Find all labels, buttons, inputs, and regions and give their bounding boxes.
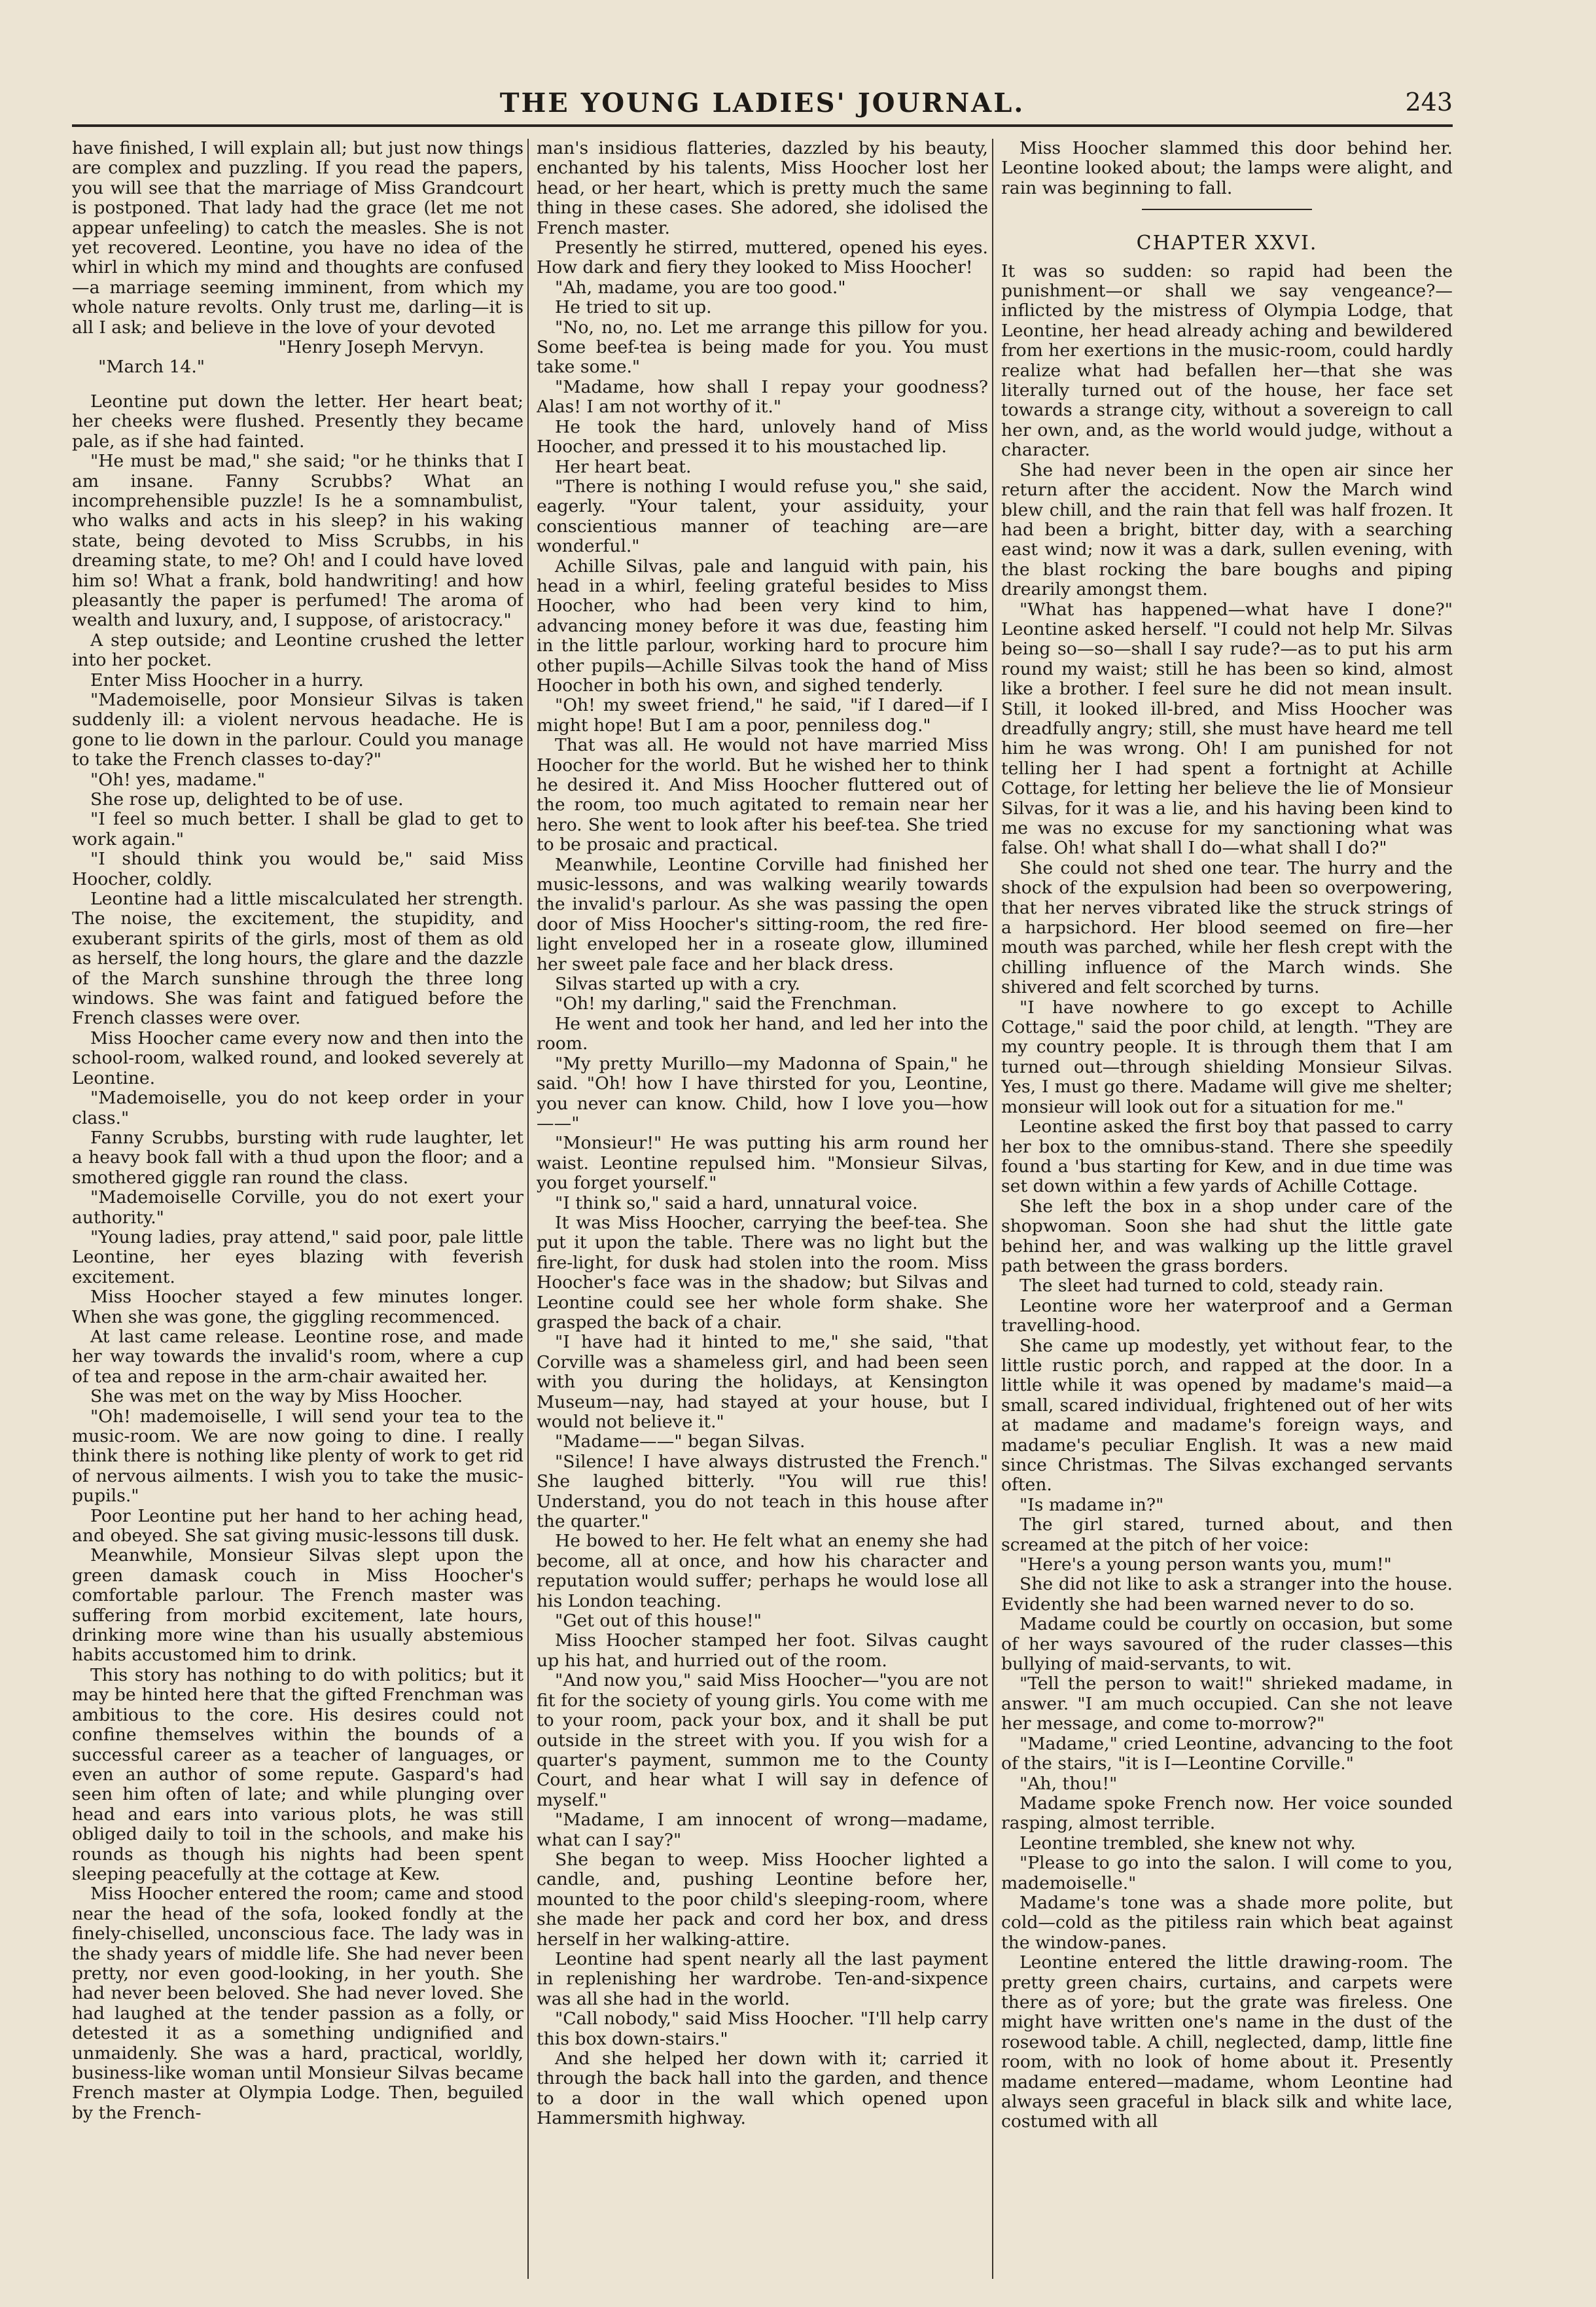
paragraph: She rose up, delighted to be of use. xyxy=(90,789,404,810)
paragraph: Enter Miss Hoocher in a hurry. xyxy=(90,670,364,690)
letter-signature: "Henry Joseph Mervyn. xyxy=(278,337,484,358)
paragraph: Leontine entered the little drawing-room. The pretty green chairs, curtains, and carpets were there as of yore; but the grate was fireless. One might have written one's name in the dust of the rosewood table. A chill, neglected, damp, little fine room, with no look of home about it. Presently madame entered—madame, whom Leontine had always seen graceful in black silk and white lace, costumed with all xyxy=(1001,1952,1453,2132)
paragraph: "Madame, I am innocent of wrong—madame, what can I say?" xyxy=(537,1810,988,1850)
paragraph: "Tell the person to wait!" shrieked madame, in answer. "I am much occupied. Can she not leave her message, and come to-morrow?" xyxy=(1001,1673,1453,1734)
paragraph: "What has happened—what have I done?" Leontine asked herself. "I could not help Mr. Silvas being so—so—shall I say rude?—as to put his arm round my waist; still he has been so kind, almost like a brother. I feel sure he did not mean insult. Still, it looked ill-bred, and Miss Hoocher was dreadfully angry; still, she must have heard me tell him he was wrong. Oh! I am punished for not telling her I had spent a fortnight at Achille Cottage, for letting her believe the lie of Monsieur Silvas, for it was a lie, and his having been kind to me was no excuse for my sanctioning what was false. Oh! what shall I do—what shall I do?" xyxy=(1001,599,1453,859)
paragraph: "Monsieur!" He was putting his arm round her waist. Leontine repulsed him. "Monsieur Silvas, you forget yourself." xyxy=(537,1133,988,1194)
paragraph: She began to weep. Miss Hoocher lighted a candle, and, pushing Leontine before her, mounted to the poor child's sleeping-room, where she made her pack and cord her box, and dress herself in her walking-attire. xyxy=(537,1849,988,1950)
paragraph: He bowed to her. He felt what an enemy she had become, all at once, and how his character and reputation would suffer; perhaps he would lose all his London teaching. xyxy=(537,1531,988,1611)
paragraph: "Young ladies, pray attend," said poor, pale little Leontine, her eyes blazing with feverish excitement. xyxy=(72,1226,523,1287)
paragraph: "Mademoiselle Corville, you do not exert your authority." xyxy=(72,1187,523,1228)
paragraph: "Please to go into the salon. I will come to you, mademoiselle." xyxy=(1001,1853,1453,1893)
paragraph: "Call nobody," said Miss Hoocher. "I'll help carry this box down-stairs." xyxy=(537,2009,988,2049)
paragraph: "Madame," cried Leontine, advancing to the foot of the stairs, "it is I—Leontine Corville." xyxy=(1001,1733,1453,1774)
paragraph: She left the box in a shop under care of the shopwoman. Soon she had shut the little gate behind her, and was walking up the little gravel path between the grass borders. xyxy=(1001,1196,1453,1276)
column-2 xyxy=(537,139,988,2279)
paragraph: He tried to sit up. xyxy=(555,297,712,318)
paragraph: Poor Leontine put her hand to her aching head, and obeyed. She sat giving music-lessons till dusk. xyxy=(72,1505,523,1547)
paragraph: "I think so," said a hard, unnatural voice. xyxy=(555,1192,918,1213)
paragraph: "Is madame in?" xyxy=(1020,1494,1164,1515)
paragraph: "And now you," said Miss Hoocher—"you are not fit for the society of young girls. You come with me to your room, pack your box, and it shall be put outside in the street with you. If you wish for a quarter's payment, summon me to the County Court, and hear what I will say in defence of myself." xyxy=(537,1670,988,1810)
paragraph: This story has nothing to do with politics; but it may be hinted here that the gifted Frenchman was ambitious to the core. His desires could not confine themselves within the bounds of a successful career as a teacher of languages, or even an author of some repute. Gaspard's had seen him often of late; and while plunging over head and ears into various plots, he was still obliged daily to toil in the schools, and make his rounds as though his nights had been spent sleeping peacefully at the cottage at Kew. xyxy=(72,1664,523,1884)
paragraph: "I have nowhere to go except to Achille Cottage," said the poor child, at length. "They are my country people. It is through them that I am turned out—through shielding Monsieur Silvas. Yes, I must go there. Madame will give me shelter; monsieur will look out for a situation for me." xyxy=(1001,997,1453,1117)
letter-date: "March 14." xyxy=(98,357,205,378)
paragraph: "Oh! mademoiselle, I will send your tea to the music-room. We are now going to dine. I really think there is nothing like plenty of work to get rid of nervous ailments. I wish you to take the music-pupils." xyxy=(72,1406,523,1507)
paragraph: "Ah, madame, you are too good." xyxy=(555,277,846,298)
page-header xyxy=(72,88,1453,127)
paragraph: She could not shed one tear. The hurry and the shock of the expulsion had been so overpowering, that her nerves vibrated like the struck strings of a harpsichord. Her blood seemed on fire—her mouth was parched, while her flesh crept with the chilling influence of the March winds. She shivered and felt scorched by turns. xyxy=(1001,857,1453,998)
paragraph: Leontine wore her waterproof and a German travelling-hood. xyxy=(1001,1295,1453,1336)
paragraph: Fanny Scrubbs, bursting with rude laughter, let a heavy book fall with a thud upon the floor; and a smothered giggle ran round the class. xyxy=(72,1127,523,1188)
paragraph: She did not like to ask a stranger into the house. Evidently she had been warned never to do so. xyxy=(1001,1574,1453,1615)
section-separator xyxy=(1142,209,1312,210)
paragraph: Leontine asked the first boy that passed to carry her box to the omnibus-stand. There she speedily found a 'bus starting for Kew, and in due time was set down within a few yards of Achille Cottage. xyxy=(1001,1117,1453,1197)
paragraph: "Here's a young person wants you, mum!" xyxy=(1020,1554,1392,1575)
paragraph: Miss Hoocher slammed this door behind her. Leontine looked about; the lamps were alight, and rain was beginning to fall. xyxy=(1001,139,1453,198)
paragraph: "Oh! my sweet friend," he said, "if I dared—if I might hope! But I am a poor, penniless dog." xyxy=(537,695,988,736)
paragraph: "Mademoiselle, you do not keep order in your class." xyxy=(72,1088,523,1128)
paragraph: She came up modestly, yet without fear, to the little rustic porch, and rapped at the door. In a little while it was opened by madame's maid—a small, scared individual, frightened out of her wits at madame and madame's foreign ways, and madame's peculiar English. It was a new maid since Christmas. The Silvas exchanged servants often. xyxy=(1001,1335,1453,1495)
paragraph: The girl stared, turned about, and then screamed at the pitch of her voice: xyxy=(1001,1514,1453,1555)
paragraph: "Oh! my darling," said the Frenchman. xyxy=(555,993,898,1014)
paragraph: It was so sudden: so rapid had been the punishment—or shall we say vengeance?—inflicted by the mistress of Olympia Lodge, that Leontine, her head already aching and bewildered from her exertions in the music-room, could hardly realize what had befallen her—that she was literally turned out of the house, her face set towards a strange city, without a sovereign to call her own, and, as the world would judge, without a character. xyxy=(1001,260,1453,461)
paragraph: Presently he stirred, muttered, opened his eyes. How dark and fiery they looked to Miss Hoocher! xyxy=(537,238,988,278)
paragraph: Leontine had spent nearly all the last payment in replenishing her wardrobe. Ten-and-sixpence was all she had in the world. xyxy=(537,1948,988,2009)
paragraph: It was Miss Hoocher, carrying the beef-tea. She put it upon the table. There was no light but the fire-light, for dusk had stolen into the room. Miss Hoocher's face was in the shadow; but Silvas and Leontine could see her whole form shake. She grasped the back of a chair. xyxy=(537,1212,988,1332)
paragraph: "Madame——" began Silvas. xyxy=(555,1431,806,1452)
paragraph: "Madame, how shall I repay your goodness? Alas! I am not worthy of it." xyxy=(537,376,988,418)
paragraph: "Oh! yes, madame." xyxy=(90,769,266,790)
column-1 xyxy=(72,139,523,2279)
paragraph: "No, no, no. Let me arrange this pillow for you. Some beef-tea is being made for you. You must take some." xyxy=(537,317,988,378)
paragraph: Miss Hoocher stayed a few minutes longer. When she was gone, the giggling recommenced. xyxy=(72,1287,523,1327)
paragraph: Leontine put down the letter. Her heart beat; her cheeks were flushed. Presently they became pale, as if she had fainted. xyxy=(72,391,523,452)
paragraph: "There is nothing I would refuse you," she said, eagerly. "Your talent, your assiduity, your conscientious manner of teaching are—are wonderful." xyxy=(537,476,988,557)
paragraph: man's insidious flatteries, dazzled by his beauty, enchanted by his talents, Miss Hoocher lost her head, or her heart, which is pretty much the same thing in these cases. She adored, she idolised the French master. xyxy=(537,139,988,238)
paragraph: Meanwhile, Monsieur Silvas slept upon the green damask couch in Miss Hoocher's comfortable parlour. The French master was suffering from morbid excitement, late hours, drinking more wine than his usually abstemious habits accustomed him to drink. xyxy=(72,1545,523,1666)
column-divider-2 xyxy=(992,139,993,2279)
paragraph: Madame spoke French now. Her voice sounded rasping, almost terrible. xyxy=(1001,1793,1453,1834)
paragraph: Madame could be courtly on occasion, but some of her ways savoured of the ruder classes—this bullying of maid-servants, to wit. xyxy=(1001,1614,1453,1675)
paragraph: He went and took her hand, and led her into the room. xyxy=(537,1013,988,1054)
paragraph: "I feel so much better. I shall be glad to get to work again." xyxy=(72,809,523,849)
paragraph: That was all. He would not have married Miss Hoocher for the world. But he wished her to think he desired it. And Miss Hoocher fluttered out of the room, too much agitated to remain near her hero. She went to look after his beef-tea. She tried to be prosaic and practical. xyxy=(537,735,988,855)
paragraph: Silvas started up with a cry. xyxy=(555,974,801,995)
paragraph: Leontine had a little miscalculated her strength. The noise, the excitement, the stupidity, and exuberant spirits of the girls, most of them as old as herself, the long hours, the glare and the dazzle of the March sunshine through the three long windows. She was faint and fatigued before the French classes were over. xyxy=(72,889,523,1029)
paragraph: She was met on the way by Miss Hoocher. xyxy=(90,1386,463,1407)
paragraph: "I have had it hinted to me," she said, "that Corville was a shameless girl, and had been seen with you during the holidays, at Kensington Museum—nay, had stayed at your house, but I would not believe it." xyxy=(537,1332,988,1432)
paragraph: "Mademoiselle, poor Monsieur Silvas is taken suddenly ill: a violent nervous headache. He is gone to lie down in the parlour. Could you manage to take the French classes to-day?" xyxy=(72,689,523,770)
paragraph: The sleet had turned to cold, steady rain. xyxy=(1020,1276,1384,1297)
paragraph: Miss Hoocher stamped her foot. Silvas caught up his hat, and hurried out of the room. xyxy=(537,1630,988,1671)
paragraph: He took the hard, unlovely hand of Miss Hoocher, and pressed it to his moustached lip. xyxy=(537,416,988,457)
paragraph: "Silence! I have always distrusted the French." She laughed bitterly. "You will rue this! Understand, you do not teach in this house after the quarter." xyxy=(537,1451,988,1532)
paragraph: have finished, I will explain all; but just now things are complex and puzzling. If you read the papers, you will see that the marriage of Miss Grandcourt is postponed. That lady had the grace (let me not appear unfeeling) to catch the measles. She is not yet recovered. Leontine, you have no idea of the whirl in which my mind and thoughts are confused—a marriage seeming imminent, from which my whole nature revolts. Only trust me, darling—it is all I ask; and believe in the love of your devoted xyxy=(72,139,523,338)
chapter-heading: CHAPTER XXVI. xyxy=(1136,232,1318,255)
column-divider-1 xyxy=(527,139,529,2279)
paragraph: "Get out of this house!" xyxy=(555,1611,762,1632)
paragraph: "Ah, thou!" xyxy=(1020,1773,1118,1794)
paragraph: Achille Silvas, pale and languid with pain, his head in a whirl, feeling grateful besides to Miss Hoocher, who had been very kind to him, advancing money before it was due, feasting him in the little parlour, working hard to procure him other pupils—Achille Silvas took the hand of Miss Hoocher in both his own, and sighed tenderly. xyxy=(537,556,988,696)
column-3 xyxy=(1001,139,1453,2279)
paragraph: "He must be mad," she said; "or he thinks that I am insane. Fanny Scrubbs? What an incomprehensible puzzle! Is he a somnambulist, who walks and acts in his sleep? in his waking state, being devoted to Miss Scrubbs, in his dreaming state, to me? Oh! and I could have loved him so! What a frank, bold handwriting! and how pleasantly the paper is perfumed! The aroma of wealth and luxury, and, I suppose, of aristocracy." xyxy=(72,451,523,631)
page-number: 243 xyxy=(1405,88,1453,116)
paragraph: At last came release. Leontine rose, and made her way towards the invalid's room, where a cup of tea and repose in the arm-chair awaited her. xyxy=(72,1326,523,1387)
paragraph: Leontine trembled, she knew not why. xyxy=(1020,1833,1356,1853)
paragraph: Meanwhile, Leontine Corville had finished her music-lessons, and was walking wearily towards the invalid's parlour. As she was passing the open door of Miss Hoocher's sitting-room, the red fire-light enveloped her in a roseate glow, illumined her sweet pale face and her black dress. xyxy=(537,854,988,975)
paragraph: Madame's tone was a shade more polite, but cold—cold as the pitiless rain which beat against the window-panes. xyxy=(1001,1892,1453,1953)
paragraph: Miss Hoocher came every now and then into the school-room, walked round, and looked severely at Leontine. xyxy=(72,1028,523,1088)
paragraph: "My pretty Murillo—my Madonna of Spain," he said. "Oh! how I have thirsted for you, Leontine, you never can know. Child, how I love you—how——" xyxy=(537,1053,988,1134)
paragraph: A step outside; and Leontine crushed the letter into her pocket. xyxy=(72,630,523,671)
paragraph: Miss Hoocher entered the room; came and stood near the head of the sofa, looked fondly at the finely-chiselled, unconscious face. The lady was in the shady years of middle life. She had never been pretty, nor even good-looking, in her youth. She had never been beloved. She had never loved. She had laughed at the tender passion as a folly, or detested it as a something undignified and unmaidenly. She was a hard, practical, worldly, business-like woman until Monsieur Silvas became French master at Olympia Lodge. Then, beguiled by the French- xyxy=(72,1884,523,2123)
paragraph: "I should think you would be," said Miss Hoocher, coldly. xyxy=(72,849,523,889)
journal-title: THE YOUNG LADIES' JOURNAL. xyxy=(499,88,1025,118)
paragraph: And she helped her down with it; carried it through the back hall into the garden, and thence to a door in the wall which opened upon Hammersmith highway. xyxy=(537,2048,988,2129)
paragraph: Her heart beat. xyxy=(555,456,692,477)
paragraph: She had never been in the open air since her return after the accident. Now the March wind blew chill, and the rain that fell was half frozen. It had been a bright, bitter day, with a searching east wind; now it was a dark, sullen evening, with the blast rocking the bare boughs and piping drearily amongst them. xyxy=(1001,459,1453,600)
